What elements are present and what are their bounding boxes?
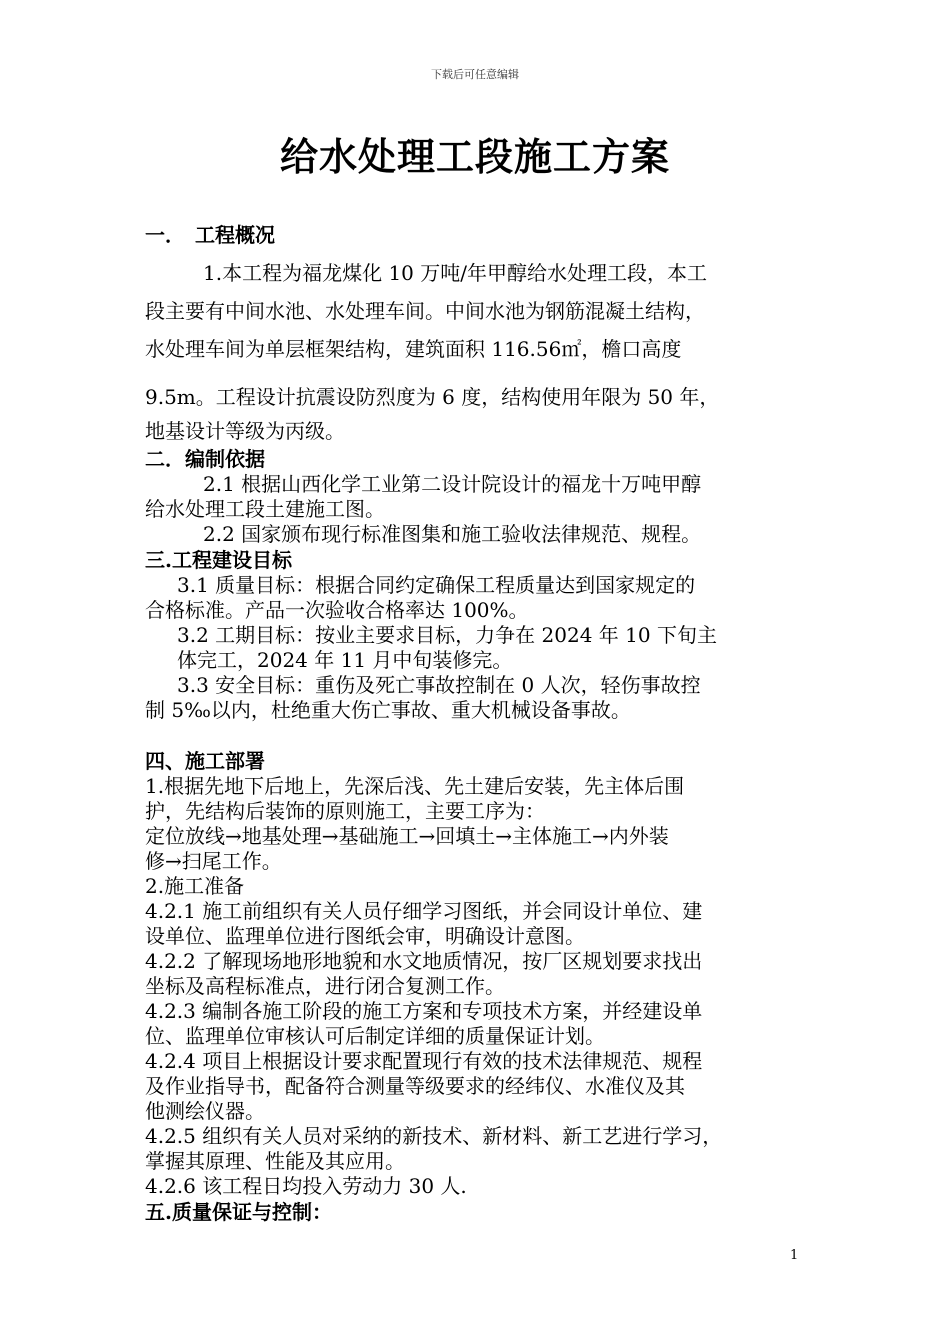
section-heading-5: 五.质量保证与控制： [145, 1200, 332, 1224]
paragraph-line: 合格标准。产品一次验收合格率达 100%。 [145, 598, 529, 622]
paragraph-line: 1.本工程为福龙煤化 10 万吨/年甲醇给水处理工段，本工 [203, 261, 707, 285]
paragraph-line: 2.1 根据山西化学工业第二设计院设计的福龙十万吨甲醇 [203, 472, 702, 496]
paragraph-line: 9.5m。工程设计抗震设防烈度为 6 度，结构使用年限为 50 年， [145, 385, 720, 409]
paragraph-line: 3.3 安全目标：重伤及死亡事故控制在 0 人次，轻伤事故控 [177, 673, 701, 697]
paragraph-line: 4.2.1 施工前组织有关人员仔细学习图纸，并会同设计单位、建 [145, 899, 703, 923]
paragraph-line: 1.根据先地下后地上，先深后浅、先土建后安装，先主体后围 [145, 774, 685, 798]
paragraph-line: 2.施工准备 [145, 874, 245, 898]
paragraph-line: 3.2 工期目标：按业主要求目标，力争在 2024 年 10 下旬主 [177, 623, 717, 647]
paragraph-line: 4.2.3 编制各施工阶段的施工方案和专项技术方案，并经建设单 [145, 999, 703, 1023]
paragraph-line: 4.2.5 组织有关人员对采纳的新技术、新材料、新工艺进行学习， [145, 1124, 723, 1148]
section-heading-2: 二．编制依据 [145, 447, 265, 471]
section-heading-4: 四、施工部署 [145, 749, 265, 773]
paragraph-line: 修→扫尾工作。 [145, 849, 282, 873]
paragraph-line: 4.2.2 了解现场地形地貌和水文地质情况，按厂区规划要求找出 [145, 949, 703, 973]
page-header: 下载后可任意编辑 [431, 68, 519, 81]
paragraph-line: 地基设计等级为丙级。 [145, 419, 345, 443]
paragraph-line: 制 5‰以内，杜绝重大伤亡事故、重大机械设备事故。 [145, 698, 631, 722]
paragraph-line: 4.2.6 该工程日均投入劳动力 30 人. [145, 1174, 467, 1198]
paragraph-line: 2.2 国家颁布现行标准图集和施工验收法律规范、规程。 [203, 522, 702, 546]
paragraph-line: 坐标及高程标准点，进行闭合复测工作。 [145, 974, 505, 998]
paragraph-line: 3.1 质量目标：根据合同约定确保工程质量达到国家规定的 [177, 573, 696, 597]
paragraph-line: 定位放线→地基处理→基础施工→回填土→主体施工→内外装 [145, 824, 669, 848]
paragraph-line: 4.2.4 项目上根据设计要求配置现行有效的技术法律规范、规程 [145, 1049, 703, 1073]
paragraph-line: 他测绘仪器。 [145, 1099, 265, 1123]
paragraph-line: 段主要有中间水池、水处理车间。中间水池为钢筋混凝土结构， [145, 299, 705, 323]
section-heading-3: 三.工程建设目标 [145, 548, 292, 572]
paragraph-line: 设单位、监理单位进行图纸会审，明确设计意图。 [145, 924, 585, 948]
paragraph-line: 及作业指导书，配备符合测量等级要求的经纬仪、水准仪及其 [145, 1074, 685, 1098]
paragraph-line: 给水处理工段土建施工图。 [145, 497, 385, 521]
paragraph-line: 水处理车间为单层框架结构，建筑面积 116.56㎡，檐口高度 [145, 337, 682, 361]
paragraph-line: 掌握其原理、性能及其应用。 [145, 1149, 405, 1173]
paragraph-line: 位、监理单位审核认可后制定详细的质量保证计划。 [145, 1024, 605, 1048]
document-body [145, 222, 810, 1225]
page-number: 1 [790, 1248, 799, 1263]
section-heading-1: 一． 工程概况 [145, 223, 275, 247]
paragraph-line: 体完工，2024 年 11 月中旬装修完。 [177, 648, 513, 672]
paragraph-line: 护，先结构后装饰的原则施工，主要工序为： [145, 799, 545, 823]
document-title: 给水处理工段施工方案 [279, 134, 670, 179]
